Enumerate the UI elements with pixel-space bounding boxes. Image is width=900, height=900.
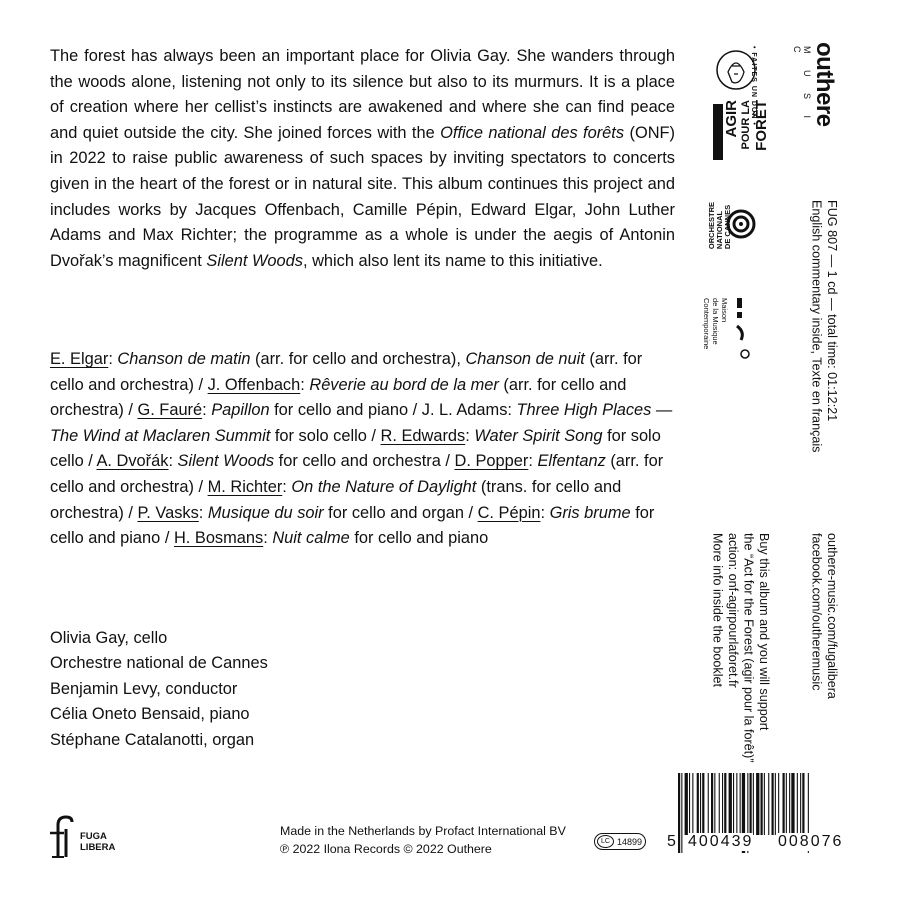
composer-name: P. Vasks xyxy=(137,503,199,522)
lc-mark: LC xyxy=(597,835,614,848)
barcode-bar xyxy=(753,773,754,835)
barcode-bar xyxy=(756,773,759,835)
work-detail: for cello and piano xyxy=(349,529,489,548)
mmc-line-1: Maison xyxy=(720,298,729,323)
intro-silent-woods: Silent Woods xyxy=(206,251,303,270)
onc-text xyxy=(708,202,732,249)
work-detail: (trans. for cello and orchestra) / xyxy=(50,477,622,522)
barcode-bar xyxy=(733,773,734,835)
barcode-bar xyxy=(702,773,704,835)
work-detail: (arr. for cello and orchestra) / xyxy=(50,452,664,496)
work-detail: (arr. for cello and orchestra) / xyxy=(50,375,627,420)
composer-colon: : xyxy=(282,477,292,496)
barcode-bar xyxy=(722,773,723,835)
agir-pour-la: POUR LA xyxy=(740,100,752,150)
agir-text xyxy=(724,100,739,138)
mmc-mark-icon xyxy=(735,296,771,366)
work-title: Water Spirit Song xyxy=(474,426,603,445)
work-detail: for solo cello / xyxy=(270,426,381,445)
label-code-number: 14899 xyxy=(617,836,643,847)
barcode-bar xyxy=(775,773,776,835)
composer-name: M. Richter xyxy=(207,477,283,496)
barcode-bar xyxy=(768,773,769,835)
barcode-bar xyxy=(700,773,701,835)
performer: Célia Oneto Bensaid, piano xyxy=(50,705,250,724)
work-detail: (arr. for cello and orchestra) / xyxy=(50,350,643,394)
work-detail: for cello and piano / xyxy=(269,401,422,420)
work-title: Nuit calme xyxy=(272,529,350,548)
composer-name: J. Offenbach xyxy=(207,375,301,394)
barcode-bar xyxy=(783,773,785,835)
support-line: More info inside the booklet xyxy=(710,533,725,688)
barcode-bar xyxy=(685,773,688,835)
barcode-bar xyxy=(724,773,726,835)
composer-colon: : xyxy=(198,503,208,522)
support-line: the “Act for the Forest (agir pour la forêt)” xyxy=(741,533,756,763)
outhere-wordmark: outhere xyxy=(811,42,838,127)
support-line: action: onf-agirpourlaforet.fr xyxy=(726,533,740,688)
composer-name: C. Pépin xyxy=(477,503,541,522)
barcode-bar xyxy=(800,773,801,835)
composer-colon: : xyxy=(300,375,310,394)
barcode-bar xyxy=(689,773,690,835)
web-links xyxy=(808,533,839,699)
barcode-bar xyxy=(729,773,732,835)
manufacturer-line: Made in the Netherlands by Profact International BV xyxy=(280,824,566,838)
composer-name: G. Fauré xyxy=(137,401,203,420)
outhere-music-text: M U S I C xyxy=(792,46,812,126)
composer-name: J. L. Adams xyxy=(421,401,508,420)
barcode-left-digits: 400439 xyxy=(688,833,754,850)
barcode-bar xyxy=(789,773,790,835)
onc-line-2: NATIONAL xyxy=(715,210,724,250)
barcode-bar xyxy=(714,773,715,835)
work-detail: (arr. for cello and orchestra), xyxy=(250,350,466,368)
onc-line-3: DE CANNES xyxy=(723,204,732,250)
agir-foret: FORÊT xyxy=(753,100,770,151)
barcode-bar xyxy=(761,773,763,835)
barcode-bar xyxy=(778,773,779,835)
mmc-line-3: Contemporaine xyxy=(702,298,711,350)
fuga-line-1: FUGA xyxy=(80,831,107,842)
performer: Benjamin Levy, conductor xyxy=(50,679,238,698)
agir-ring-text: • FAITES UN DON • xyxy=(750,46,757,126)
barcode-bar xyxy=(681,773,682,853)
work-title: On the Nature of Daylight xyxy=(291,477,477,496)
catalog-line: FUG 807 — 1 cd — total time: 01:12:21 xyxy=(825,200,839,422)
composer-colon: : xyxy=(540,503,550,522)
support-line: Buy this album and you will support xyxy=(757,533,771,731)
barcode-bar xyxy=(750,773,752,835)
work-title: Rêverie au bord de la mer xyxy=(309,375,499,394)
barcode-first-digit: 5 xyxy=(667,833,676,850)
barcode-bar xyxy=(697,773,699,835)
copyright-line: ℗ 2022 Ilona Records © 2022 Outhere xyxy=(280,842,492,856)
composer-colon: : xyxy=(108,350,118,368)
composer-name: E. Elgar xyxy=(50,350,109,368)
work-detail: for cello and orchestra / xyxy=(274,452,455,471)
barcode-bar xyxy=(692,773,693,835)
composer-colon: : xyxy=(263,529,273,548)
barcode-bar xyxy=(678,773,680,853)
fuga-line-2: LIBERA xyxy=(80,842,116,853)
commentary-line: English commentary inside, Texte en français xyxy=(809,200,824,453)
work-title: Musique du soir xyxy=(207,503,324,522)
work-title: Gris brume xyxy=(549,503,631,522)
works-list xyxy=(50,347,675,552)
barcode-bar xyxy=(740,773,741,835)
barcode-bar xyxy=(736,773,737,835)
barcode-bar xyxy=(708,773,709,835)
intro-text-2: (ONF) in 2022 to raise public awareness of such spaces by inviting spectators to concerts given in the heart of the forest or in natural site. This album continues this project and includes works by Jacques Offenbach, Camille Pépin, Edward Elgar, John Luther Adams and Max Richter; the programme as a whole is under the aegis of Antonin Dvořak’s magnificent xyxy=(50,123,675,270)
catalog-info xyxy=(808,200,839,452)
composer-name: H. Bosmans xyxy=(173,529,264,548)
barcode-bar xyxy=(802,773,804,835)
fuga-libera-logo xyxy=(44,815,116,864)
website-link[interactable]: outhere-music.com/fugalibera xyxy=(825,533,839,699)
intro-onf-name: Office national des forêts xyxy=(440,123,625,142)
composer-colon: : xyxy=(168,452,178,471)
support-info xyxy=(709,533,771,763)
work-title: Papillon xyxy=(211,401,270,420)
composer-colon: : xyxy=(507,401,517,420)
work-title: Silent Woods xyxy=(177,452,275,471)
performer: Orchestre national de Cannes xyxy=(50,654,268,673)
composer-colon: : xyxy=(528,452,538,471)
mmc-line-2: de la Musique xyxy=(711,298,720,345)
barcode-bar xyxy=(797,773,798,835)
composer-name: D. Popper xyxy=(454,452,529,471)
fuga-libera-text xyxy=(80,831,115,853)
barcode-bar xyxy=(719,773,720,835)
agir-line-1: AGIR xyxy=(723,100,740,138)
performer: Olivia Gay, cello xyxy=(50,629,168,647)
work-title: Chanson de nuit xyxy=(465,350,585,368)
barcode-bar xyxy=(791,773,794,835)
barcode-right-digits: 008076 xyxy=(778,833,844,850)
intro-text-3: , which also lent its name to this initiative. xyxy=(302,251,603,270)
performer: Stéphane Catalanotti, organ xyxy=(50,730,255,749)
work-title: Elfentanz xyxy=(537,452,606,471)
work-title: Chanson de matin xyxy=(117,350,251,368)
work-detail: for cello and piano / xyxy=(50,503,655,548)
barcode-bar xyxy=(772,773,774,835)
composer-colon: : xyxy=(465,426,475,445)
intro-paragraph xyxy=(50,44,675,274)
mmc-text xyxy=(699,298,729,349)
work-detail: for cello and organ / xyxy=(323,503,478,522)
label-code-badge xyxy=(594,833,646,850)
barcode-bar xyxy=(711,773,713,835)
composer-name: A. Dvořák xyxy=(96,452,169,471)
facebook-link[interactable]: facebook.com/outheremusic xyxy=(809,533,824,691)
work-detail: for solo cello / xyxy=(50,426,661,471)
onc-line-1: ORCHESTRE xyxy=(707,202,716,250)
fuga-libera-mark-icon xyxy=(44,815,78,859)
work-title: Three High Places — The Wind at Maclaren Summit xyxy=(50,401,673,445)
composer-name: R. Edwards xyxy=(380,426,466,445)
outhere-logo xyxy=(792,42,838,127)
barcode-bar xyxy=(786,773,787,835)
performers-list xyxy=(50,626,268,753)
composer-colon: : xyxy=(202,401,212,420)
barcode-bar xyxy=(764,773,765,835)
footer xyxy=(280,822,566,858)
intro-text-1: The forest has always been an important place for Olivia Gay. She wanders through the woods alone, listening not only to its silence but also to its murmurs. It is a place of creation where her cellist’s instincts are awakened and where she can find peace and quiet outside the city. She joined forces with the xyxy=(50,47,675,142)
agir-pour-la-foret-logo xyxy=(710,42,780,167)
